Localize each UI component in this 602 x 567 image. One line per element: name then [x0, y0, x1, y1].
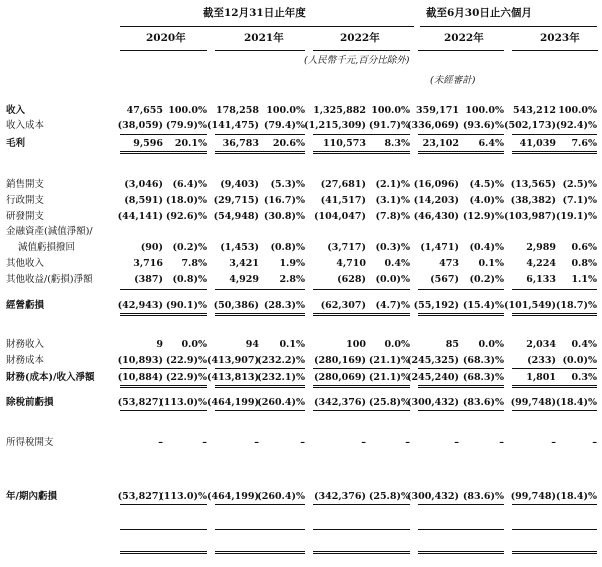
amount-cell: (280,069) — [314, 372, 366, 383]
amount-cell: (3,717) — [327, 242, 366, 253]
percent-cell: (0.8)% — [172, 274, 207, 285]
row-label: 經營虧損 — [6, 300, 45, 311]
total-double-rule — [512, 385, 597, 388]
amount-cell: (3,046) — [124, 179, 163, 190]
subtotal-rule — [120, 410, 207, 411]
amount-cell: (38,059) — [117, 120, 163, 131]
percent-cell: (4.5)% — [469, 179, 504, 190]
percent-cell: (28.3)% — [263, 300, 305, 311]
unit-note: (人民幣千元,百分比除外) — [304, 55, 410, 66]
percent-cell: (0.3)% — [375, 242, 410, 253]
percent-cell: 0.1% — [279, 339, 305, 350]
amount-cell: 6,133 — [526, 274, 556, 285]
amount-cell: (27,681) — [320, 179, 366, 190]
percent-cell: (0.0)% — [375, 274, 410, 285]
amount-cell: (55,192) — [413, 300, 459, 311]
row-label: 除稅前虧損 — [6, 397, 54, 408]
amount-cell: 110,573 — [323, 138, 366, 149]
row-label: 研發開支 — [6, 211, 45, 222]
percent-cell: 0.4% — [571, 339, 597, 350]
amount-cell: (10,893) — [117, 355, 163, 366]
row-label: 收入 — [6, 105, 26, 116]
subtotal-rule — [215, 410, 305, 411]
percent-cell: (90.1)% — [165, 300, 207, 311]
subtotal-rule — [313, 368, 410, 369]
amount-cell: (46,430) — [413, 211, 459, 222]
amount-cell: (103,987) — [504, 211, 556, 222]
amount-cell: (101,549) — [504, 300, 556, 311]
amount-cell: (245,325) — [407, 355, 459, 366]
percent-cell: (68.3)% — [462, 355, 504, 366]
row-label: 金融資產(減值淨額)/ — [6, 226, 93, 237]
total-double-rule — [512, 151, 597, 154]
amount-cell: (50,386) — [213, 300, 259, 311]
percent-cell: 2.8% — [279, 274, 305, 285]
percent-cell: (3.1)% — [375, 195, 410, 206]
amount-cell: 543,212 — [513, 105, 556, 116]
amount-cell: (342,376) — [314, 397, 366, 408]
amount-cell: (1,471) — [420, 242, 459, 253]
total-double-rule — [120, 313, 207, 316]
subtotal-rule — [120, 368, 207, 369]
amount-cell: (99,748) — [510, 491, 556, 502]
percent-cell: (232.1)% — [257, 372, 305, 383]
amount-cell: – — [158, 437, 163, 448]
amount-cell: 23,102 — [422, 138, 459, 149]
subtotal-rule — [215, 134, 305, 135]
amount-cell: 85 — [445, 339, 459, 350]
amount-cell: (99,748) — [510, 397, 556, 408]
percent-cell: (22.9)% — [165, 355, 207, 366]
total-double-rule — [418, 313, 504, 316]
percent-cell: 0.3% — [571, 372, 597, 383]
percent-cell: 6.4% — [478, 138, 504, 149]
percent-cell: 1.9% — [279, 258, 305, 269]
six-months-group-header: 截至6月30日止六個月 — [426, 7, 532, 19]
total-double-rule — [313, 313, 410, 316]
amount-cell: 47,655 — [126, 105, 163, 116]
percent-cell: (21.1)% — [368, 355, 410, 366]
row-label: 財務收入 — [6, 339, 45, 350]
subtotal-rule — [512, 134, 597, 135]
percent-cell: 100.0% — [266, 105, 305, 116]
amount-cell: 178,258 — [216, 105, 259, 116]
subtotal-rule — [313, 504, 410, 505]
percent-cell: (83.6)% — [462, 491, 504, 502]
subtotal-rule — [512, 410, 597, 411]
amount-cell: (41,517) — [320, 195, 366, 206]
percent-cell: 20.6% — [272, 138, 305, 149]
row-label: 毛利 — [6, 138, 26, 149]
row-label: 其他收入 — [6, 258, 45, 269]
period-rule-2021 — [215, 50, 305, 51]
percent-cell: (5.3)% — [270, 179, 305, 190]
amount-cell: (336,069) — [407, 120, 459, 131]
percent-cell: (2.1)% — [375, 179, 410, 190]
percent-cell: 0.6% — [571, 242, 597, 253]
total-double-rule — [313, 151, 410, 154]
percent-cell: (12.9)% — [462, 211, 504, 222]
total-double-rule — [215, 551, 305, 554]
total-double-rule — [215, 151, 305, 154]
amount-cell: (29,715) — [213, 195, 259, 206]
row-label: 行政開支 — [6, 195, 45, 206]
amount-cell: (16,096) — [413, 179, 459, 190]
percent-cell: (79.9)% — [165, 120, 207, 131]
amount-cell: 3,421 — [229, 258, 259, 269]
amount-cell: (54,948) — [213, 211, 259, 222]
percent-cell: (6.4)% — [172, 179, 207, 190]
percent-cell: (92.6)% — [165, 211, 207, 222]
amount-cell: 4,710 — [336, 258, 366, 269]
subtotal-rule — [512, 504, 597, 505]
period-rule-2023-h1 — [512, 50, 598, 51]
percent-cell: 7.8% — [181, 258, 207, 269]
row-label: 所得稅開支 — [6, 437, 54, 448]
total-double-rule — [512, 551, 597, 554]
amount-cell: (245,240) — [407, 372, 459, 383]
amount-cell: – — [254, 437, 259, 448]
amount-cell: 2,034 — [526, 339, 556, 350]
percent-cell: (15.4)% — [462, 300, 504, 311]
total-double-rule — [215, 313, 305, 316]
amount-cell: (53,827) — [117, 397, 163, 408]
subtotal-rule — [512, 368, 597, 369]
period-rule-2022-fy — [313, 50, 410, 51]
total-double-rule — [512, 313, 597, 316]
amount-cell: (300,432) — [407, 397, 459, 408]
subtotal-rule — [418, 504, 504, 505]
subtotal-rule — [215, 289, 305, 290]
percent-cell: – — [405, 437, 410, 448]
percent-cell: (260.4)% — [257, 491, 305, 502]
period-header-2022-fy: 2022年 — [340, 32, 380, 44]
period-header-2022-h1: 2022年 — [444, 32, 484, 44]
amount-cell: (464,199) — [207, 397, 259, 408]
amount-cell: (42,943) — [117, 300, 163, 311]
percent-cell: (0.2)% — [469, 274, 504, 285]
amount-cell: 4,929 — [229, 274, 259, 285]
percent-cell: (68.3)% — [462, 372, 504, 383]
total-double-rule — [418, 151, 504, 154]
subtotal-rule — [512, 529, 597, 530]
amount-cell: (14,203) — [413, 195, 459, 206]
percent-cell: 7.6% — [571, 138, 597, 149]
amount-cell: 9,596 — [133, 138, 163, 149]
percent-cell: – — [202, 437, 207, 448]
percent-cell: 0.0% — [181, 339, 207, 350]
amount-cell: (502,173) — [504, 120, 556, 131]
amount-cell: (567) — [430, 274, 459, 285]
amount-cell: – — [551, 437, 556, 448]
percent-cell: (0.8)% — [270, 242, 305, 253]
percent-cell: 0.4% — [384, 258, 410, 269]
amount-cell: 3,716 — [133, 258, 163, 269]
percent-cell: (7.8)% — [375, 211, 410, 222]
subtotal-rule — [418, 134, 504, 135]
row-label: 銷售開支 — [6, 179, 45, 190]
percent-cell: 1.1% — [571, 274, 597, 285]
percent-cell: 0.0% — [384, 339, 410, 350]
amount-cell: 36,783 — [222, 138, 259, 149]
percent-cell: (25.8)% — [368, 491, 410, 502]
subtotal-rule — [313, 410, 410, 411]
percent-cell: (113.0)% — [159, 397, 207, 408]
amount-cell: (233) — [527, 355, 556, 366]
period-rule-2022-h1 — [418, 50, 504, 51]
amount-cell: (10,884) — [117, 372, 163, 383]
total-double-rule — [120, 151, 207, 154]
fiscal-year-group-header: 截至12月31日止年度 — [203, 7, 306, 19]
percent-cell: (4.7)% — [375, 300, 410, 311]
amount-cell: 473 — [439, 258, 459, 269]
percent-cell: 0.1% — [478, 258, 504, 269]
amount-cell: (413,907) — [207, 355, 259, 366]
amount-cell: (62,307) — [320, 300, 366, 311]
period-header-2023-h1: 2023年 — [540, 32, 580, 44]
percent-cell: 0.8% — [571, 258, 597, 269]
amount-cell: (1,453) — [220, 242, 259, 253]
subtotal-rule — [313, 529, 410, 530]
percent-cell: 8.3% — [384, 138, 410, 149]
amount-cell: (300,432) — [407, 491, 459, 502]
percent-cell: (22.9)% — [165, 372, 207, 383]
percent-cell: (83.6)% — [462, 397, 504, 408]
amount-cell: 2,989 — [526, 242, 556, 253]
total-double-rule — [120, 385, 207, 388]
percent-cell: (93.6)% — [462, 120, 504, 131]
subtotal-rule — [512, 289, 597, 290]
percent-cell: (91.7)% — [368, 120, 410, 131]
amount-cell: (342,376) — [314, 491, 366, 502]
amount-cell: (8,591) — [124, 195, 163, 206]
amount-cell: 94 — [245, 339, 259, 350]
subtotal-rule — [418, 410, 504, 411]
percent-cell: (232.2)% — [257, 355, 305, 366]
percent-cell: 0.0% — [478, 339, 504, 350]
subtotal-rule — [418, 529, 504, 530]
amount-cell: (104,047) — [314, 211, 366, 222]
percent-cell: 20.1% — [174, 138, 207, 149]
percent-cell: 100.0% — [371, 105, 410, 116]
percent-cell: (30.8)% — [263, 211, 305, 222]
amount-cell: (38,382) — [510, 195, 556, 206]
amount-cell: (53,827) — [117, 491, 163, 502]
h1-group-rule — [420, 26, 597, 27]
percent-cell: (21.1)% — [368, 372, 410, 383]
subtotal-rule — [215, 504, 305, 505]
percent-cell: (18.4)% — [555, 491, 597, 502]
amount-cell: (628) — [337, 274, 366, 285]
amount-cell: – — [361, 437, 366, 448]
subtotal-rule — [418, 289, 504, 290]
subtotal-rule — [120, 529, 207, 530]
amount-cell: (280,169) — [314, 355, 366, 366]
period-rule-2020 — [120, 50, 207, 51]
amount-cell: (44,141) — [117, 211, 163, 222]
percent-cell: 100.0% — [558, 105, 597, 116]
subtotal-rule — [120, 134, 207, 135]
amount-cell: 4,224 — [526, 258, 556, 269]
percent-cell: (25.8)% — [368, 397, 410, 408]
row-label: 財務成本 — [6, 355, 45, 366]
total-double-rule — [418, 551, 504, 554]
subtotal-rule — [215, 529, 305, 530]
subtotal-rule — [313, 289, 410, 290]
period-header-2020: 2020年 — [146, 32, 186, 44]
subtotal-rule — [418, 368, 504, 369]
percent-cell: (18.0)% — [165, 195, 207, 206]
amount-cell: (413,813) — [207, 372, 259, 383]
row-label: 財務(成本)/收入淨額 — [6, 372, 95, 383]
amount-cell: (1,215,309) — [304, 120, 366, 131]
total-double-rule — [120, 551, 207, 554]
percent-cell: – — [300, 437, 305, 448]
period-header-2021: 2021年 — [244, 32, 284, 44]
percent-cell: (260.4)% — [257, 397, 305, 408]
total-double-rule — [418, 385, 504, 388]
row-label: 收入成本 — [6, 120, 45, 131]
total-double-rule — [313, 385, 410, 388]
amount-cell: (9,403) — [220, 179, 259, 190]
percent-cell: (18.4)% — [555, 397, 597, 408]
percent-cell: (19.1)% — [555, 211, 597, 222]
amount-cell: – — [454, 437, 459, 448]
percent-cell: (79.4)% — [263, 120, 305, 131]
subtotal-rule — [313, 134, 410, 135]
amount-cell: (464,199) — [207, 491, 259, 502]
subtotal-rule — [120, 289, 207, 290]
row-label: 其他收益/(虧損)淨額 — [6, 274, 93, 285]
percent-cell: (0.0)% — [562, 355, 597, 366]
percent-cell: (4.0)% — [469, 195, 504, 206]
amount-cell: 359,171 — [416, 105, 459, 116]
amount-cell: (13,565) — [510, 179, 556, 190]
percent-cell: (92.4)% — [555, 120, 597, 131]
percent-cell: (18.7)% — [555, 300, 597, 311]
amount-cell: 1,325,882 — [313, 105, 366, 116]
amount-cell: 1,801 — [526, 372, 556, 383]
amount-cell: (90) — [140, 242, 163, 253]
percent-cell: (7.1)% — [562, 195, 597, 206]
row-label: 年/期內虧損 — [6, 491, 57, 502]
fy-group-rule — [120, 26, 414, 27]
percent-cell: 100.0% — [168, 105, 207, 116]
total-double-rule — [313, 551, 410, 554]
percent-cell: (0.4)% — [469, 242, 504, 253]
percent-cell: (2.5)% — [562, 179, 597, 190]
unaudited-note: (未經審計) — [430, 75, 476, 86]
amount-cell: 41,039 — [519, 138, 556, 149]
amount-cell: (387) — [134, 274, 163, 285]
total-double-rule — [215, 385, 305, 388]
amount-cell: 9 — [156, 339, 163, 350]
percent-cell: – — [592, 437, 597, 448]
percent-cell: (113.0)% — [159, 491, 207, 502]
row-label: 減值虧損撥回 — [18, 242, 76, 253]
subtotal-rule — [215, 368, 305, 369]
amount-cell: (141,475) — [207, 120, 259, 131]
subtotal-rule — [120, 504, 207, 505]
percent-cell: (0.2)% — [172, 242, 207, 253]
percent-cell: (16.7)% — [263, 195, 305, 206]
percent-cell: 100.0% — [465, 105, 504, 116]
amount-cell: 100 — [346, 339, 366, 350]
percent-cell: – — [499, 437, 504, 448]
